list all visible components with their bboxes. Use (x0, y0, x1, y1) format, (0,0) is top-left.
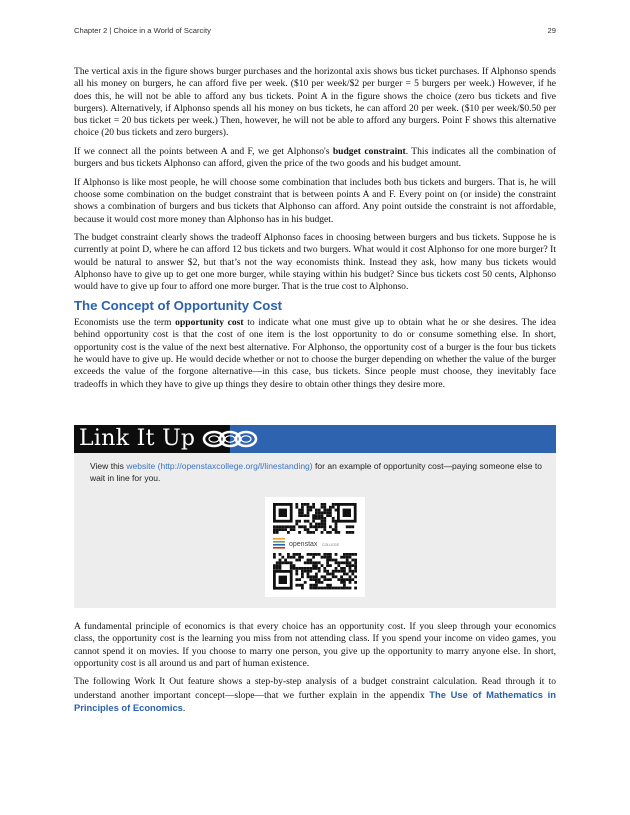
paragraph-axes: The vertical axis in the figure shows burger purchases and the horizontal axis shows bus ticket purchases. If Alphonso spends all his money on burgers, he can afford five per week. ($10 per week/$2 per burger = 5 burgers per week.) However, if he does this, he will not be able to afford any bus tickets. Point A in the figure shows the choice (zero bus tickets and five burgers). Alternatively, if Alphonso spends all his money on bus tickets, he can afford 20 per week. ($10 per week/$0.50 per bus ticket = 20 bus tickets per week.) Then, however, he will not be able to afford any burgers. Point F shows this alternative choice (20 bus tickets and zero burgers). (74, 66, 556, 139)
link-it-up-box (74, 425, 556, 608)
openstax-college-text: COLLEGE (322, 543, 339, 547)
paragraph-work-it-out: The following Work It Out feature shows a step-by-step analysis of a budget constraint calculation. Read through it to understand another important concept—slope—that we further explain in the appendix The Use of Mathematics in Principles of Economics. (74, 676, 556, 714)
running-header (74, 26, 556, 38)
link-it-up-title: Link It Up (79, 426, 196, 451)
term-budget-constraint: budget constraint (332, 145, 406, 157)
openstax-logo-text: openstax (289, 541, 318, 548)
qr-code-image (265, 497, 365, 597)
paragraph-principle: A fundamental principle of economics is that every choice has an opportunity cost. If you sleep through your economics class, the opportunity cost is the learning you miss from not attending class. If you spend your income on video games, you cannot spend it on movies. If you choose to marry one person, you give up the opportunity to marry anyone else. In short, opportunity cost is all around us and part of human existence. (74, 621, 556, 669)
link-it-up-text: View this website (http://openstaxcollege.org/l/linestanding) for an example of opportunity cost—paying someone else to wait in line for you. (90, 461, 542, 484)
paragraph-budget-constraint: If we connect all the points between A and F, we get Alphonso's budget constraint. This indicates all the combination of burgers and bus tickets Alphonso can afford, given the price of the two goods and his budget amount. (74, 145, 556, 170)
paragraph-combination: If Alphonso is like most people, he will choose some combination that includes both bus tickets and burgers. That is, he will choose some combination on the budget constraint that is between points A and F. Every point on (or inside) the constraint shows a combination of burgers and bus tickets that Alphonso can afford. Any point outside the constraint is not affordable, because it would cost more money than Alphonso has in his budget. (74, 176, 556, 225)
lower-text (74, 621, 556, 721)
page-number: 29 (547, 26, 556, 35)
chapter-title: Chapter 2 | Choice in a World of Scarcity (74, 26, 211, 35)
appendix-link[interactable]: The Use of Mathematics in Principles of Economics (74, 688, 556, 713)
paragraph-opportunity-cost: Economists use the term opportunity cost to indicate what one must give up to obtain what he or she desires. The idea behind opportunity cost is that the cost of one item is the lost opportunity to do or consume something else. In short, opportunity cost is the value of the next best alternative. For Alphonso, the opportunity cost of a burger is the four bus tickets he would have to give up. He would decide whether or not to choose the burger depending on whether the value of the burger exceeds the value of the forgone alternative—in this case, bus tickets. Since people must choose, they inevitably face tradeoffs in which they have to give up things they desire to obtain other things they desire more. (74, 317, 557, 390)
link-it-up-banner (74, 425, 556, 453)
section-heading: The Concept of Opportunity Cost (74, 297, 283, 313)
website-link[interactable]: website (http://openstaxcollege.org/l/linestanding) (126, 461, 313, 471)
main-text (74, 66, 556, 397)
term-opportunity-cost: opportunity cost (175, 317, 244, 329)
qr-code[interactable] (265, 497, 365, 597)
chain-link-icon (201, 428, 263, 450)
paragraph-tradeoff: The budget constraint clearly shows the tradeoff Alphonso faces in choosing between burgers and bus tickets. Suppose he is currently at point D, where he can afford 12 bus tickets and two burgers. What would it cost Alphonso for one more burger? It would be natural to answer $2, but that’s not the way economists think. Instead they ask, how many bus tickets would Alphonso have to give up to get one more burger, while staying within his budget? Since bus tickets cost 50 cents, Alphonso would have to give up four to afford one more burger. That is the true cost to Alphonso. (74, 232, 556, 293)
